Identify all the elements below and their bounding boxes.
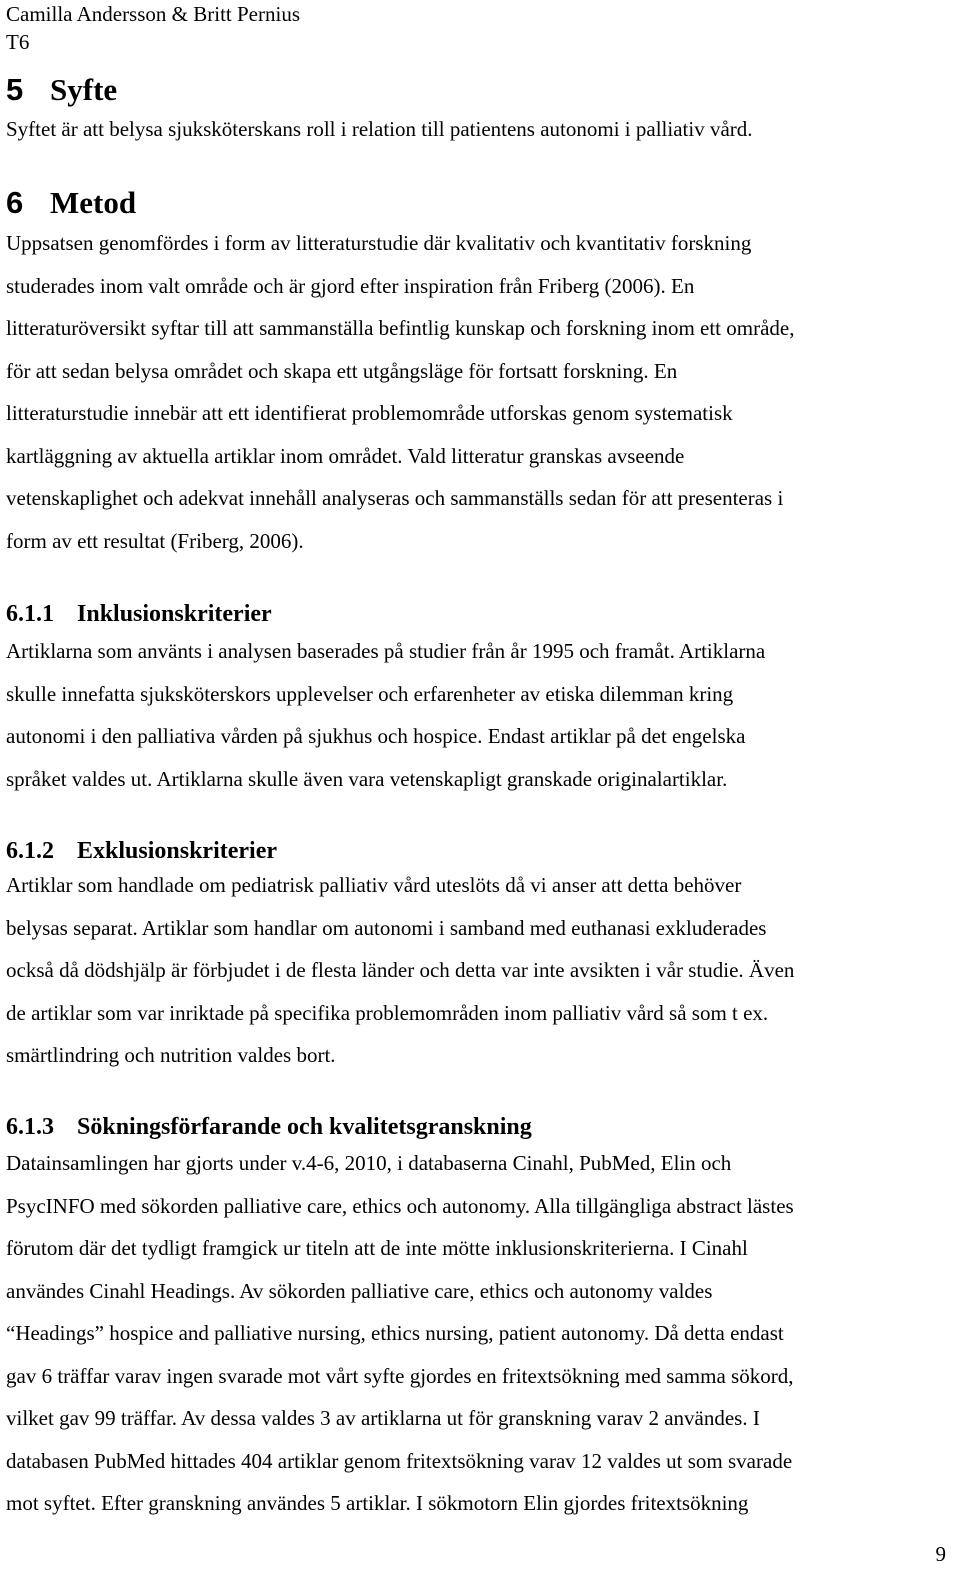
subsection-title: Inklusionskriterier bbox=[77, 601, 272, 627]
section-number: 5 bbox=[6, 72, 24, 107]
header-code: T6 bbox=[6, 30, 30, 54]
paragraph-syfte bbox=[6, 108, 753, 150]
text-line: Artiklarna som använts i analysen baserades på studier från år 1995 och framåt. Artiklarna bbox=[6, 639, 766, 663]
text-line: Syftet är att belysa sjuksköterskans roll i relation till patientens autonomi i palliativ vård. bbox=[6, 117, 753, 141]
section-metod bbox=[6, 185, 136, 221]
text-line: studerades inom valt område och är gjord efter inspiration från Friberg (2006). En bbox=[6, 273, 695, 298]
subsection-number: 6.1.1 bbox=[6, 601, 54, 627]
text-line: autonomi i den palliativa vården på sjukhus och hospice. Endast artiklar på det engelska bbox=[6, 724, 746, 748]
subsection-heading-inklusion bbox=[6, 599, 272, 629]
text-line: för att sedan belysa området och skapa ett utgångsläge för fortsatt forskning. En bbox=[6, 358, 678, 383]
subsection-heading-sokning bbox=[6, 1112, 532, 1142]
text-line: belysas separat. Artiklar som handlar om autonomi i samband med euthanasi exkluderades bbox=[6, 915, 767, 940]
subsection-exklusion bbox=[6, 836, 277, 866]
text-line: de artiklar som var inriktade på specifika problemområden inom palliativ vård så som t ex. bbox=[6, 1000, 769, 1025]
section-title: Syfte bbox=[50, 72, 118, 107]
text-line: litteraturöversikt syftar till att sammanställa befintlig kunskap och forskning inom ett område, bbox=[6, 316, 795, 340]
text-line: smärtlindring och nutrition valdes bort. bbox=[6, 1043, 336, 1067]
section-heading-metod bbox=[6, 185, 136, 221]
header-authors: Camilla Andersson & Britt Pernius bbox=[6, 2, 300, 26]
text-line: användes Cinahl Headings. Av sökorden palliative care, ethics och autonomy valdes bbox=[6, 1278, 713, 1303]
running-header bbox=[6, 0, 300, 56]
text-line: vetenskaplighet och adekvat innehåll analyseras och sammanställs sedan för att presenteras i bbox=[6, 486, 784, 510]
subsection-heading-exklusion bbox=[6, 836, 277, 866]
text-line: mot syftet. Efter granskning användes 5 artiklar. I sökmotorn Elin gjordes fritextsökning bbox=[6, 1491, 749, 1515]
paragraph-sokning bbox=[6, 1142, 794, 1525]
text-line: databasen PubMed hittades 404 artiklar genom fritextsökning varav 12 valdes ut som svarade bbox=[6, 1448, 793, 1473]
paragraph-exklusion bbox=[6, 864, 794, 1077]
paragraph-inklusion bbox=[6, 630, 765, 800]
text-line: också då dödshjälp är förbjudet i de flesta länder och detta var inte avsikten i vår studie. Även bbox=[6, 958, 795, 982]
text-line: form av ett resultat (Friberg, 2006). bbox=[6, 528, 304, 553]
text-line: förutom där det tydligt framgick ur titeln att de inte mötte inklusionskriterierna. I Cinahl bbox=[6, 1236, 748, 1260]
section-heading-syfte bbox=[6, 72, 117, 108]
subsection-number: 6.1.2 bbox=[6, 838, 54, 864]
text-line: skulle innefatta sjuksköterskors upplevelser och erfarenheter av etiska dilemman kring bbox=[6, 681, 734, 706]
text-line: Datainsamlingen har gjorts under v.4-6, 2010, i databaserna Cinahl, PubMed, Elin och bbox=[6, 1151, 732, 1175]
subsection-sokning bbox=[6, 1112, 532, 1142]
subsection-number: 6.1.3 bbox=[6, 1114, 54, 1140]
subsection-title: Sökningsförfarande och kvalitetsgranskning bbox=[77, 1114, 532, 1140]
paragraph-metod bbox=[6, 222, 794, 562]
text-line: Artiklar som handlade om pediatrisk palliativ vård uteslöts då vi anser att detta behöver bbox=[6, 873, 742, 897]
page-number: 9 bbox=[935, 1542, 946, 1566]
section-number: 6 bbox=[6, 185, 24, 220]
text-line: språket valdes ut. Artiklarna skulle även vara vetenskapligt granskade originalartiklar. bbox=[6, 766, 728, 791]
text-line: vilket gav 99 träffar. Av dessa valdes 3 av artiklarna ut för granskning varav 2 användes. I bbox=[6, 1406, 760, 1430]
text-line: litteraturstudie innebär att ett identifierat problemområde utforskas genom systematisk bbox=[6, 401, 733, 425]
text-line: kartläggning av aktuella artiklar inom området. Vald litteratur granskas avseende bbox=[6, 443, 685, 468]
text-line: “Headings” hospice and palliative nursing, ethics nursing, patient autonomy. Då detta endast bbox=[6, 1321, 784, 1345]
section-title: Metod bbox=[50, 185, 137, 220]
text-line: gav 6 träffar varav ingen svarade mot vårt syfte gjordes en fritextsökning med samma sökord, bbox=[6, 1363, 794, 1388]
text-line: Uppsatsen genomfördes i form av litteraturstudie där kvalitativ och kvantitativ forskning bbox=[6, 231, 752, 255]
subsection-title: Exklusionskriterier bbox=[77, 838, 278, 864]
subsection-inklusion bbox=[6, 599, 272, 629]
text-line: PsycINFO med sökorden palliative care, ethics och autonomy. Alla tillgängliga abstract lästes bbox=[6, 1193, 794, 1218]
section-syfte bbox=[6, 72, 117, 108]
